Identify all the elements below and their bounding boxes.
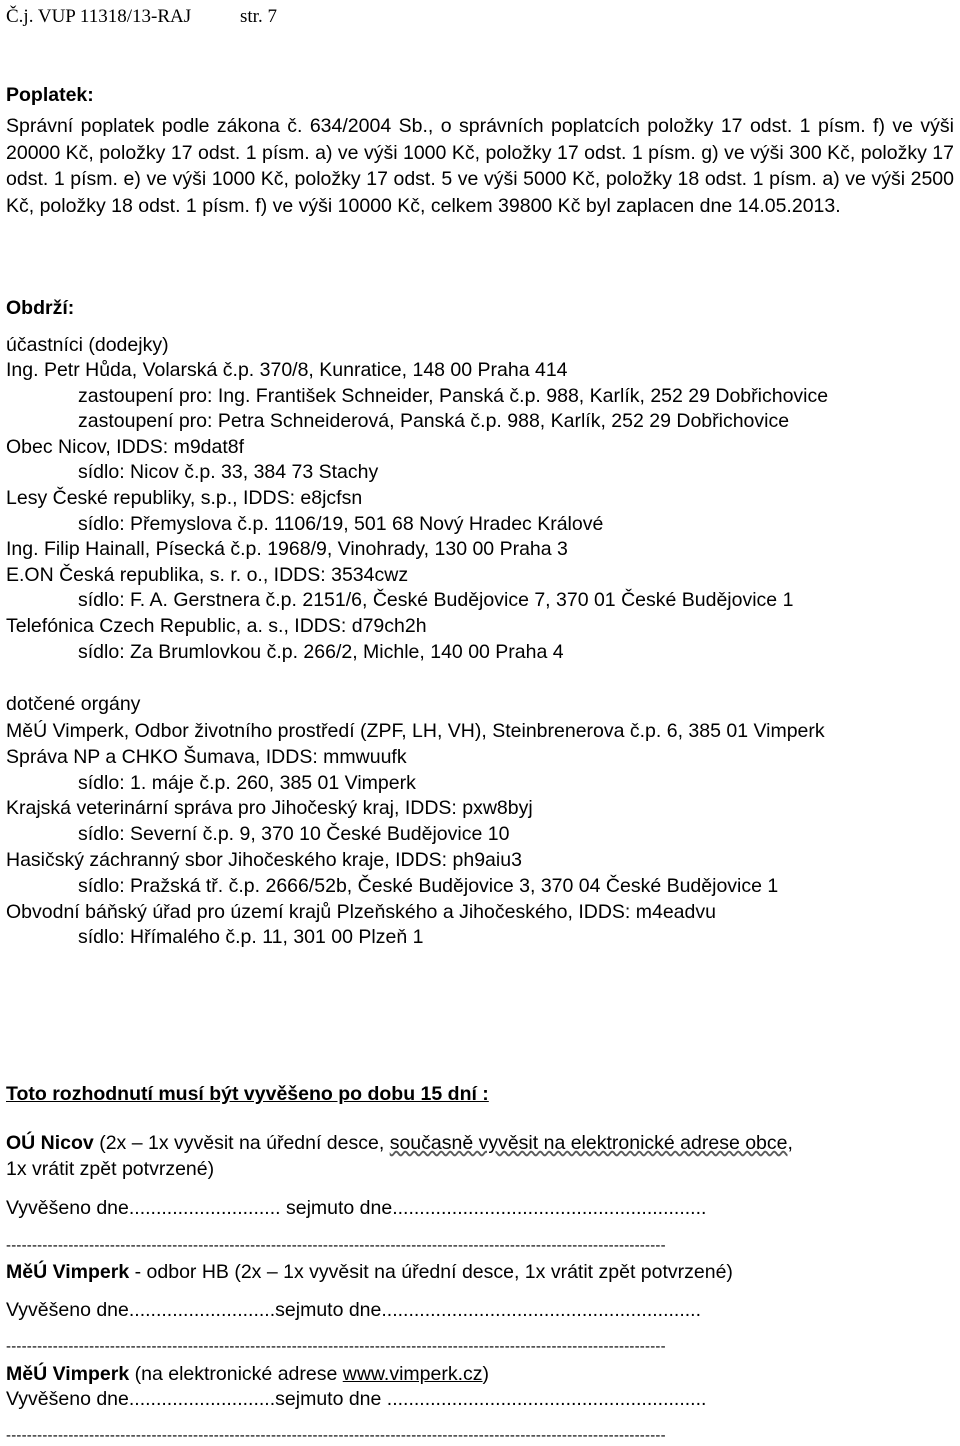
- separator: -------------------------------------------------------------------------------------------------------------------------------: [6, 1428, 666, 1444]
- nicov-posted: Vyvěšeno dne............................ sejmuto dne..........................................................: [6, 1197, 707, 1219]
- authorities-label: dotčené orgány: [6, 693, 141, 715]
- vimperk-instr: - odbor HB (2x – 1x vyvěsit na úřední desce, 1x vrátit zpět potvrzené): [129, 1261, 733, 1283]
- recipient-entry: Lesy České republiky, s.p., IDDS: e8jcfsn: [6, 487, 363, 509]
- recipient-entry: sídlo: Přemyslova č.p. 1106/19, 501 68 Nový Hradec Králové: [78, 512, 604, 535]
- recipient-entry: Obvodní báňský úřad pro území krajů Plzeňského a Jihočeského, IDDS: m4eadvu: [6, 900, 716, 923]
- vimperk-web-instr-b: ): [482, 1363, 490, 1385]
- fee-text: Správní poplatek podle zákona č. 634/2004 Sb., o správních poplatcích položky 17 odst. 1 písm. f) ve výši 20000 Kč, položky 17 odst. 1 písm. a) ve výši 1000 Kč, položky 17 odst. 1 písm. g) ve výši 300 Kč, položky 17 odst. 1 písm. e) ve výši 1000 Kč, položky 17 odst. 5 ve výši 5000 Kč, položky 18 odst. 1 písm. a) ve výši 2500 Kč, položky 18 odst. 1 písm. f) ve výši 10000 Kč, celkem 39800 Kč byl zaplacen dne 14.05.2013.: [6, 115, 954, 217]
- nicov-instructions: [6, 1131, 793, 1155]
- nicov-office: OÚ Nicov: [6, 1132, 94, 1154]
- page-header: [6, 6, 277, 28]
- vimperk-web-office: MěÚ Vimperk: [6, 1363, 130, 1385]
- nicov-instr-b: současně vyvěsit na elektronické adrese obce,: [389, 1132, 793, 1154]
- nicov-instr-c: 1x vrátit zpět potvrzené): [6, 1158, 215, 1180]
- recipient-entry: sídlo: F. A. Gerstnera č.p. 2151/6, České Budějovice 7, 370 01 České Budějovice 1: [78, 589, 794, 612]
- recipient-entry: Ing. Filip Hainall, Písecká č.p. 1968/9, Vinohrady, 130 00 Praha 3: [6, 538, 568, 561]
- recipient-entry: zastoupení pro: Petra Schneiderová, Panská č.p. 988, Karlík, 252 29 Dobřichovice: [78, 410, 790, 433]
- recipient-entry: Telefónica Czech Republic, a. s., IDDS: d79ch2h: [6, 615, 427, 637]
- fee-title: Poplatek:: [6, 84, 94, 106]
- recipient-entry: sídlo: Pražská tř. č.p. 2666/52b, České Budějovice 3, 370 04 České Budějovice 1: [78, 874, 779, 897]
- recipient-entry: sídlo: Nicov č.p. 33, 384 73 Stachy: [78, 461, 379, 484]
- recipient-entry: MěÚ Vimperk, Odbor životního prostředí (ZPF, LH, VH), Steinbrenerova č.p. 6, 385 01 Vimperk: [6, 720, 825, 742]
- recipient-entry: sídlo: 1. máje č.p. 260, 385 01 Vimperk: [78, 771, 416, 794]
- recipient-entry: Krajská veterinární správa pro Jihočeský kraj, IDDS: pxw8byj: [6, 797, 533, 820]
- recipient-entry: Správa NP a CHKO Šumava, IDDS: mmwuufk: [6, 745, 407, 768]
- vimperk-web-instr-a: (na elektronické adrese: [129, 1363, 343, 1385]
- reference-number: Č.j. VUP 11318/13-RAJ: [6, 6, 192, 27]
- recipient-entry: Hasičský záchranný sbor Jihočeského kraje, IDDS: ph9aiu3: [6, 849, 522, 871]
- vimperk-posted: Vyvěšeno dne...........................sejmuto dne...........................................................: [6, 1299, 702, 1321]
- page-number: str. 7: [240, 6, 277, 27]
- recipient-entry: sídlo: Severní č.p. 9, 370 10 České Budějovice 10: [78, 823, 510, 846]
- posting-title: Toto rozhodnutí musí být vyvěšeno po dobu 15 dní :: [6, 1083, 489, 1105]
- vimperk-web-instructions: [6, 1362, 489, 1386]
- recipient-entry: sídlo: Hřímalého č.p. 11, 301 00 Plzeň 1: [78, 926, 424, 949]
- participants-label: účastníci (dodejky): [6, 334, 169, 356]
- vimperk-office: MěÚ Vimperk: [6, 1261, 130, 1283]
- recipient-entry: E.ON Česká republika, s. r. o., IDDS: 3534cwz: [6, 563, 409, 586]
- vimperk-web-posted: Vyvěšeno dne...........................sejmuto dne ...........................................................: [6, 1388, 707, 1410]
- recipient-entry: Ing. Petr Hůda, Volarská č.p. 370/8, Kunratice, 148 00 Praha 414: [6, 359, 568, 381]
- separator: -------------------------------------------------------------------------------------------------------------------------------: [6, 1339, 666, 1355]
- vimperk-web-link[interactable]: www.vimperk.cz: [342, 1363, 483, 1385]
- nicov-instr-a: (2x – 1x vyvěsit na úřední desce,: [93, 1132, 390, 1154]
- recipients-title: Obdrží:: [6, 297, 75, 319]
- vimperk-instructions: [6, 1260, 733, 1284]
- recipient-entry: zastoupení pro: Ing. František Schneider, Panská č.p. 988, Karlík, 252 29 Dobřichovice: [78, 384, 829, 407]
- recipient-entry: Obec Nicov, IDDS: m9dat8f: [6, 435, 245, 458]
- separator: -------------------------------------------------------------------------------------------------------------------------------: [6, 1238, 666, 1254]
- recipient-entry: sídlo: Za Brumlovkou č.p. 266/2, Michle, 140 00 Praha 4: [78, 640, 564, 663]
